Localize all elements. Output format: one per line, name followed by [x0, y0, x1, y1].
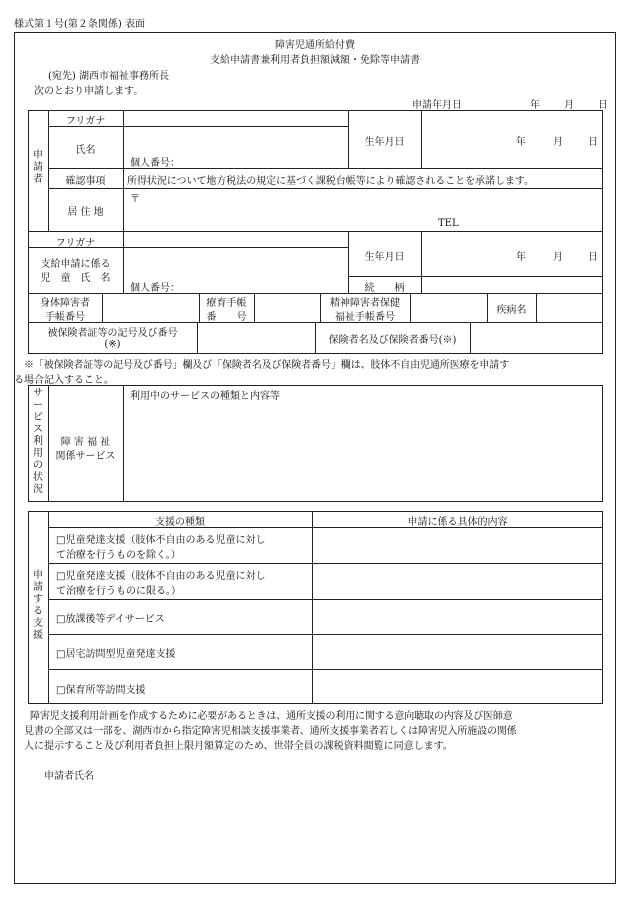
- applicant-birthdate-label: 生年月日: [364, 137, 405, 148]
- child-birth-month: 月: [553, 252, 563, 263]
- service-status-section-label: サービス利用の状況: [33, 388, 43, 495]
- service-content-label: 利用中のサービスの種類と内容等: [130, 391, 280, 402]
- tel-label: TEL: [438, 218, 459, 229]
- child-personal-number-label: 個人番号：: [130, 283, 180, 294]
- support-detail-header: 申請に係る具体的内容: [407, 517, 508, 528]
- rehab-handbook-label-2: 番 号: [206, 312, 247, 323]
- applicant-furigana-label: フリガナ: [65, 116, 106, 127]
- support-item-4: □居宅訪問型児童発達支援: [56, 649, 176, 660]
- app-date-month: 月: [564, 100, 574, 111]
- rehab-handbook-label-1: 療育手帳: [206, 298, 247, 309]
- title-line1: 障害児通所給付費: [275, 40, 355, 51]
- applicant-section-label: 申請者: [33, 150, 43, 185]
- child-name-label-2: 児 童 氏 名: [40, 273, 111, 284]
- address-label: 居 住 地: [67, 207, 104, 218]
- support-item-5: □保育所等訪問支援: [56, 685, 146, 696]
- welfare-service-label-2: 関係サービス: [55, 451, 116, 462]
- applicant-personal-number-label: 個人番号：: [130, 158, 180, 169]
- note-line-2: る場合記入すること。: [14, 375, 114, 386]
- title-line2: 支給申請書兼利用者負担額減額・免除等申請書: [210, 55, 420, 66]
- confirm-text: 所得状況について地方税法の規定に基づく課税台帳等により確認されることを承諾します。: [127, 176, 534, 187]
- mental-handbook-label-2: 福祉手帳番号: [335, 312, 395, 323]
- insurance-cert-label-1: 被保険者証等の記号及び番号: [47, 328, 178, 339]
- note-line-1: ※「被保険者証等の記号及び番号」欄及び「保険者名及び保険者番号」欄は、肢体不自由児通所医療を申請す: [24, 360, 510, 371]
- child-name-label-1: 支給申請に係る: [40, 259, 111, 270]
- support-type-header: 支援の種類: [155, 517, 205, 528]
- insurer-label: 保険者名及び保険者番号(※): [328, 335, 457, 346]
- child-birth-day: 日: [588, 252, 598, 263]
- consent-line-1: 障害児支援利用計画を作成するために必要があるときは、通所支援の利用に関する意向聴取の内容及び医師意: [30, 711, 513, 722]
- support-item-1-line2: て治療を行うものを除く。）: [56, 550, 181, 561]
- confirm-label: 確認事項: [65, 176, 106, 187]
- application-date-label: 申請年月日: [412, 100, 462, 111]
- applicant-birth-year: 年: [516, 137, 526, 148]
- app-date-day: 日: [598, 100, 608, 111]
- applicant-birth-month: 月: [553, 137, 563, 148]
- addressee: (宛先) 湖西市福祉事務所長: [48, 71, 169, 82]
- child-furigana-label: フリガナ: [55, 238, 96, 249]
- physical-handbook-label-1: 身体障害者: [40, 298, 90, 309]
- form-number: 様式第１号(第２条関係) 表面: [14, 19, 145, 30]
- consent-line-2: 見書の全部又は一部を、湖西市から指定障害児相談支援事業者、通所支援事業者若しくは障害児入所施設の関係: [24, 726, 517, 737]
- app-date-year: 年: [530, 100, 540, 111]
- support-section-label: 申請する支援: [33, 570, 43, 641]
- applicant-name-label: 氏名: [75, 145, 96, 156]
- child-birth-year: 年: [516, 252, 526, 263]
- welfare-service-label-1: 障 害 福 祉: [60, 437, 111, 448]
- consent-line-3: 人に提示すること及び利用者負担上限月額算定のため、世帯全員の課税資料閲覧に同意します。: [24, 741, 453, 752]
- child-birthdate-label: 生年月日: [364, 252, 405, 263]
- signature-label: 申請者氏名: [44, 771, 94, 782]
- relation-label: 続 柄: [364, 283, 405, 294]
- applicant-birth-day: 日: [588, 137, 598, 148]
- support-item-1-line1: □児童発達支援（肢体不自由のある児童に対し: [56, 535, 266, 546]
- support-item-3: □放課後等デイサービス: [56, 614, 165, 625]
- support-item-2-line1: □児童発達支援（肢体不自由のある児童に対し: [56, 571, 266, 582]
- mental-handbook-label-1: 精神障害者保健: [330, 298, 400, 309]
- postal-mark: 〒: [130, 194, 140, 205]
- insurance-cert-label-2: (※): [104, 339, 121, 350]
- support-item-2-line2: て治療を行うものに限る。）: [56, 586, 181, 597]
- disease-label: 疾病名: [496, 305, 527, 316]
- physical-handbook-label-2: 手帳番号: [45, 312, 85, 323]
- intro-text: 次のとおり申請します。: [34, 86, 144, 97]
